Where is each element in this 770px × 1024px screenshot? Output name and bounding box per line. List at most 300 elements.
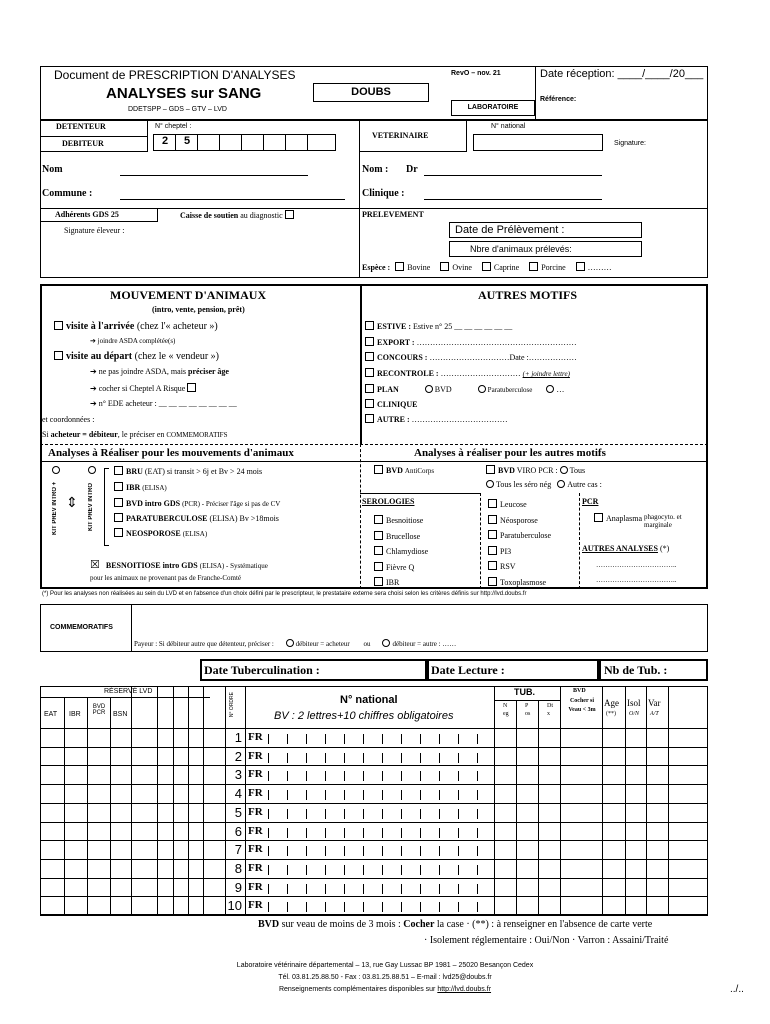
depart-note-2-text: cocher si Cheptel A Risque — [98, 384, 186, 393]
sero-ibr[interactable] — [374, 575, 428, 591]
bvd-checkbox[interactable] — [114, 498, 123, 507]
coordonnees[interactable]: et coordonnées : — [42, 415, 95, 424]
digit-separator — [363, 790, 364, 800]
bru-label: BRU — [126, 467, 143, 476]
acheteur-a: Si — [42, 430, 49, 439]
bru-checkbox[interactable] — [114, 466, 123, 475]
clinique-label: CLINIQUE — [377, 400, 418, 409]
reserve-lvd: RÉSERVÉ LVD — [104, 688, 153, 695]
digit-separator — [420, 828, 421, 838]
plan-bvd-radio[interactable] — [425, 385, 433, 393]
recontrole-note: (+ joindre lettre) — [522, 370, 570, 378]
doc-orgs: DDETSPP – GDS – GTV – LVD — [128, 106, 227, 113]
col-tub: TUB. — [514, 687, 535, 697]
digit-separator — [458, 884, 459, 894]
table-row-divider — [40, 765, 708, 766]
row-fr-prefix: FR — [248, 861, 263, 874]
digit-separator — [287, 828, 288, 838]
plan-row[interactable] — [365, 384, 564, 394]
sero-leucose-checkbox[interactable] — [488, 499, 497, 508]
col-neg: Neg — [503, 703, 509, 717]
row-number: 8 — [234, 860, 242, 876]
sero-pi3-checkbox[interactable] — [488, 546, 497, 555]
digit-separator — [306, 734, 307, 744]
sero-rsv-checkbox[interactable] — [488, 561, 497, 570]
bvd-ac-checkbox[interactable] — [374, 465, 383, 474]
pcr-anaplasma-label: Anaplasma — [606, 514, 642, 523]
viro-seroneg: Tous les séro nég — [496, 480, 552, 489]
estive-label: ESTIVE : — [377, 322, 412, 331]
digit-separator — [382, 846, 383, 856]
kit-bracket — [104, 468, 109, 546]
espece-caprine-checkbox[interactable] — [482, 262, 491, 271]
col-ordre: N° ORDRE — [229, 692, 235, 718]
bvd-viro[interactable] — [486, 465, 585, 475]
visite-depart-checkbox[interactable] — [54, 351, 63, 360]
digit-separator — [287, 902, 288, 912]
analyses-autres-title: Analyses à réaliser pour les autres motifs — [414, 447, 606, 459]
digit-separator — [420, 771, 421, 781]
digit-separator — [268, 734, 269, 744]
besnoitiose-label: BESNOITIOSE intro GDS — [105, 561, 198, 570]
clinique-checkbox[interactable] — [365, 399, 374, 408]
acheteur-c: , le préciser en — [117, 430, 165, 439]
kit-right-radio[interactable] — [88, 466, 96, 474]
veterinaire-label: VETERINAIRE — [372, 131, 429, 140]
sero-pi3-label: PI3 — [500, 546, 512, 556]
digit-separator — [268, 790, 269, 800]
payeur-autre-radio[interactable] — [382, 639, 390, 647]
visite-arrivee-checkbox[interactable] — [54, 321, 63, 330]
visite-arrivee-rest: (chez l'« acheteur ») — [136, 321, 218, 332]
digit-separator — [306, 865, 307, 875]
digit-separator — [306, 828, 307, 838]
estive-checkbox[interactable] — [365, 321, 374, 330]
veterinaire-clinique-label: Clinique : — [362, 188, 405, 199]
plan-checkbox[interactable] — [365, 384, 374, 393]
row-fr-prefix: FR — [248, 805, 263, 818]
depart-note-1a: ne pas joindre ASDA, mais — [98, 367, 187, 376]
concours-checkbox[interactable] — [365, 352, 374, 361]
espece-label: Espèce : — [362, 263, 391, 272]
digit-separator — [458, 828, 459, 838]
serologies-label: SEROLOGIES — [362, 497, 415, 506]
cheptel-prefix-2: 5 — [184, 135, 191, 147]
sero-ibr-label: IBR — [386, 578, 400, 587]
detenteur-commune-field[interactable] — [120, 199, 345, 200]
autre-row[interactable] — [365, 414, 508, 424]
digit-separator — [344, 884, 345, 894]
visite-arrivee[interactable] — [54, 321, 218, 332]
digit-separator — [458, 790, 459, 800]
analyse-besnoitiose[interactable] — [90, 558, 268, 571]
col-isol: Isol — [627, 698, 641, 708]
kit-left-radio[interactable] — [52, 466, 60, 474]
cheptel-risque-checkbox[interactable] — [187, 383, 196, 392]
digit-separator — [287, 884, 288, 894]
adherents-label: Adhérents GDS 25 — [55, 210, 119, 219]
digit-separator — [477, 790, 478, 800]
besnoitiose-note: pour les animaux ne provenant pas de Franche-Comté — [90, 574, 242, 582]
col-ibr: IBR — [69, 711, 81, 718]
digit-separator — [439, 771, 440, 781]
besnoitiose-checkbox[interactable]: ☒ — [90, 559, 100, 571]
row-fr-prefix: FR — [248, 843, 263, 856]
analyse-neosporose[interactable] — [114, 528, 207, 538]
digit-separator — [477, 734, 478, 744]
bvd-anticorps[interactable] — [374, 465, 434, 475]
bvd-label: BVD intro GDS — [126, 499, 181, 508]
sero-besnoitiose-label: Besnoitiose — [386, 516, 424, 525]
veterinaire-nom-field[interactable] — [424, 175, 602, 176]
autres-analyses-star: (*) — [659, 544, 670, 553]
digit-separator — [287, 809, 288, 819]
pcr-anaplasma[interactable] — [594, 513, 702, 529]
sero-ibr-checkbox[interactable] — [374, 577, 383, 586]
table-row-divider — [40, 878, 708, 879]
sero-fievreq-checkbox[interactable] — [374, 562, 383, 571]
digit-separator — [401, 846, 402, 856]
sero-col1 — [374, 513, 428, 591]
recontrole-rest: ………………………… — [440, 369, 521, 378]
plan-label: PLAN — [377, 385, 399, 394]
sero-brucellose[interactable] — [374, 529, 428, 545]
digit-separator — [382, 809, 383, 819]
digit-separator — [325, 809, 326, 819]
digit-separator — [382, 828, 383, 838]
digit-separator — [306, 790, 307, 800]
sero-besnoitiose-checkbox[interactable] — [374, 515, 383, 524]
espece-porcine-checkbox[interactable] — [529, 262, 538, 271]
digit-separator — [401, 771, 402, 781]
bvd-rest: (PCR) - Préciser l'âge si pas de CV — [182, 500, 281, 508]
viro-tous: Tous — [569, 466, 586, 475]
footer-link[interactable]: http://lvd.doubs.fr — [437, 986, 492, 993]
col-bsn: BSN — [113, 711, 128, 718]
plan-autre-radio[interactable] — [546, 385, 554, 393]
sero-neosporose-checkbox[interactable] — [488, 515, 497, 524]
digit-separator — [287, 846, 288, 856]
digit-separator — [325, 865, 326, 875]
digit-separator — [458, 809, 459, 819]
cheptel-prefix-1: 2 — [162, 135, 169, 147]
digit-separator — [477, 884, 478, 894]
viro-tous-radio[interactable] — [560, 466, 568, 474]
analyse-paratub[interactable] — [114, 513, 279, 523]
export-row[interactable] — [365, 337, 577, 347]
espece-porcine: Porcine — [541, 263, 566, 272]
sero-pi3[interactable] — [488, 544, 551, 560]
detenteur-nom-label: Nom — [42, 164, 63, 175]
sero-leucose[interactable] — [488, 497, 551, 513]
caisse-label: Caisse de soutien — [180, 211, 239, 220]
sero-neosporose[interactable] — [488, 513, 551, 529]
concours-row[interactable] — [365, 352, 577, 362]
sero-chlamydiose-checkbox[interactable] — [374, 546, 383, 555]
plan-autre: … — [556, 385, 565, 394]
pcr-anaplasma-small: phagocyto. et marginale — [644, 513, 682, 529]
digit-separator — [363, 828, 364, 838]
digit-separator — [477, 771, 478, 781]
footer-info: Renseignements complémentaires disponibles sur — [278, 986, 436, 993]
sero-rsv[interactable] — [488, 559, 551, 575]
row-fr-prefix: FR — [248, 749, 263, 762]
table-row-divider — [40, 784, 708, 785]
digit-separator — [344, 771, 345, 781]
sero-besnoitiose[interactable] — [374, 513, 428, 529]
sero-chlamydiose[interactable] — [374, 544, 428, 560]
payeur-acheteur-radio[interactable] — [286, 639, 294, 647]
autre-rest: ……………………………… — [411, 415, 508, 424]
ibr-label: IBR — [126, 483, 141, 492]
viro-seroneg-radio[interactable] — [486, 480, 494, 488]
payeur-acheteur: débiteur = acheteur — [295, 640, 350, 648]
national-title: N° national — [340, 694, 398, 706]
pcr-anaplasma-checkbox[interactable] — [594, 513, 603, 522]
row-fr-prefix: FR — [248, 880, 263, 893]
sero-paratub-label: Paratuberculose — [500, 531, 552, 540]
digit-separator — [268, 771, 269, 781]
estive-row[interactable] — [365, 321, 512, 331]
digit-separator — [344, 753, 345, 763]
recontrole-checkbox[interactable] — [365, 368, 374, 377]
espece-ovine: Ovine — [452, 263, 472, 272]
veterinaire-clinique-field[interactable] — [424, 199, 602, 200]
row-number: 5 — [234, 804, 242, 820]
digit-separator — [325, 884, 326, 894]
nb-tub-label: Nb de Tub. : — [604, 663, 668, 677]
ibr-checkbox[interactable] — [114, 482, 123, 491]
col-bvd-sub: Cocher si Veau < 3m — [568, 698, 596, 713]
digit-separator — [363, 846, 364, 856]
bru-rest: (EAT) si transit > 6j et Bv > 24 mois — [144, 467, 263, 476]
bvd-viro-label: BVD — [498, 466, 515, 475]
plan-paratub: Paratuberculose — [487, 386, 533, 394]
digit-separator — [401, 753, 402, 763]
digit-separator — [325, 902, 326, 912]
autre-checkbox[interactable] — [365, 414, 374, 423]
digit-separator — [268, 828, 269, 838]
sero-leucose-label: Leucose — [500, 500, 527, 509]
digit-separator — [287, 734, 288, 744]
cheptel-number-field[interactable] — [153, 134, 336, 151]
table-row-divider — [40, 896, 708, 897]
digit-separator — [382, 790, 383, 800]
digit-separator — [325, 828, 326, 838]
visite-depart-label: visite au départ — [66, 351, 133, 362]
sero-paratub-checkbox[interactable] — [488, 530, 497, 539]
ede-acheteur: n° EDE acheteur : __ __ __ __ __ __ __ __ — [98, 399, 237, 408]
department: DOUBS — [351, 86, 391, 98]
besnoitiose-rest: (ELISA) - Systématique — [199, 562, 268, 570]
espece-ovine-checkbox[interactable] — [440, 262, 449, 271]
row-number: 2 — [234, 748, 242, 764]
sero-fievreq-label: Fièvre Q — [386, 562, 415, 572]
espece-caprine: Caprine — [493, 263, 520, 272]
pcr-label: PCR — [582, 497, 599, 506]
row-fr-prefix: FR — [248, 787, 263, 800]
digit-separator — [420, 753, 421, 763]
payeur-label: Payeur : Si débiteur autre que détenteur, préciser : — [134, 640, 274, 648]
paratub-label: PARATUBERCULOSE — [126, 514, 208, 523]
date-tub-label: Date Tuberculination : — [204, 663, 320, 677]
export-checkbox[interactable] — [365, 337, 374, 346]
sero-paratub[interactable] — [488, 528, 551, 544]
digit-separator — [401, 902, 402, 912]
neosporose-rest: (ELISA) — [182, 530, 208, 538]
digit-separator — [439, 734, 440, 744]
date-reception[interactable]: Date réception: ____/____/20___ — [540, 68, 704, 80]
sero-rsv-label: RSV — [500, 562, 516, 571]
notes-rest: sur veau de moins de 3 mois : — [281, 919, 401, 930]
digit-separator — [363, 902, 364, 912]
nb-animaux-label: Nbre d'animaux prélevés: — [470, 244, 572, 254]
digit-separator — [382, 771, 383, 781]
neosporose-label: NEOSPOROSE — [126, 529, 181, 538]
detenteur-nom-field[interactable] — [120, 175, 308, 176]
sero-chlamydiose-label: Chlamydiose — [386, 547, 429, 556]
notes-line2: · Isolement réglementaire : Oui/Non · Varron : Assaini/Traité — [424, 935, 669, 946]
analyse-bvd[interactable] — [114, 498, 280, 508]
notes-bvd: BVD — [258, 919, 280, 930]
debiteur-label: DEBITEUR — [62, 139, 104, 148]
table-row-divider — [40, 859, 708, 860]
digit-separator — [325, 753, 326, 763]
bvd-viro-opts[interactable] — [486, 480, 602, 489]
viro-autre: Autre cas : — [567, 480, 602, 489]
revision: RevO – nov. 21 — [451, 70, 501, 77]
export-rest: …………………………………………………… — [416, 338, 577, 347]
analyse-ibr[interactable] — [114, 482, 167, 492]
estive-rest: Estive n° 25 __ __ __ __ __ __ — [413, 322, 513, 331]
digit-separator — [458, 846, 459, 856]
payeur-ou: ou — [363, 640, 371, 648]
digit-separator — [420, 902, 421, 912]
notes-rest2: la case · (**) : à renseigner en l'absence de carte verte — [436, 919, 653, 930]
bvd-viro-rest: VIRO PCR : — [516, 466, 558, 475]
digit-separator — [344, 734, 345, 744]
cheptel-label: N° cheptel : — [155, 123, 192, 130]
autres-analyses-line1[interactable]: …………………………….. — [596, 561, 677, 569]
digit-separator — [420, 884, 421, 894]
espece-bovine-checkbox[interactable] — [395, 262, 404, 271]
detenteur-label: DETENTEUR — [56, 122, 106, 131]
digit-separator — [306, 753, 307, 763]
digit-separator — [439, 753, 440, 763]
laboratory: LABORATOIRE — [467, 104, 519, 111]
sero-col2 — [488, 497, 551, 590]
autre-label: AUTRE : — [377, 415, 410, 424]
clinique-row[interactable] — [365, 399, 417, 409]
analyses-mouvement-title: Analyses à Réaliser pour les mouvements d'animaux — [48, 447, 294, 459]
paratub-rest: (ELISA) Bv >18mois — [209, 514, 279, 523]
row-number: 9 — [234, 879, 242, 895]
sero-toxo-checkbox[interactable] — [488, 577, 497, 586]
digit-separator — [287, 753, 288, 763]
table-row-divider — [40, 840, 708, 841]
veterinaire-national-field[interactable] — [473, 134, 603, 151]
analyse-bru[interactable] — [114, 466, 262, 476]
digit-separator — [477, 828, 478, 838]
digit-separator — [420, 865, 421, 875]
plan-paratub-radio[interactable] — [478, 385, 486, 393]
date-prelevement-field[interactable] — [449, 222, 642, 238]
row-number: 1 — [234, 730, 242, 745]
espece-autre-checkbox[interactable] — [576, 262, 585, 271]
paratub-checkbox[interactable] — [114, 513, 123, 522]
caisse-soutien[interactable] — [180, 210, 297, 220]
plan-bvd: BVD — [434, 385, 452, 394]
recontrole-row[interactable] — [365, 368, 570, 378]
autres-analyses-line2[interactable]: …………………………….. — [596, 576, 677, 584]
date-lecture-label: Date Lecture : — [431, 663, 505, 677]
digit-separator — [401, 734, 402, 744]
sero-brucellose-label: Brucellose — [386, 531, 421, 541]
digit-separator — [268, 809, 269, 819]
digit-separator — [268, 753, 269, 763]
sero-toxoplasmose[interactable] — [488, 575, 551, 591]
digit-separator — [401, 809, 402, 819]
digit-separator — [458, 865, 459, 875]
nb-animaux-field[interactable] — [449, 241, 642, 257]
depart-note-3[interactable]: ➔ n° EDE acheteur : __ __ __ __ __ __ __ __ — [90, 399, 237, 408]
digit-separator — [268, 865, 269, 875]
recontrole-label: RECONTROLE : — [377, 369, 439, 378]
digit-separator — [344, 902, 345, 912]
digit-separator — [420, 734, 421, 744]
sero-brucellose-checkbox[interactable] — [374, 531, 383, 540]
mouvement-title: MOUVEMENT D'ANIMAUX — [110, 288, 267, 302]
digit-separator — [344, 865, 345, 875]
row-fr-prefix: FR — [248, 768, 263, 781]
col-isol-sub: O/N — [629, 711, 640, 717]
arrivee-note: ➔ joindre ASDA complétée(s) — [90, 337, 176, 345]
digit-separator — [268, 884, 269, 894]
digit-separator — [325, 790, 326, 800]
digit-separator — [401, 790, 402, 800]
bvd-viro-checkbox[interactable] — [486, 465, 495, 474]
table-row-divider — [40, 747, 708, 748]
detenteur-commune-label: Commune : — [42, 188, 93, 199]
neosporose-checkbox[interactable] — [114, 528, 123, 537]
digit-separator — [382, 884, 383, 894]
digit-separator — [439, 809, 440, 819]
caisse-checkbox[interactable] — [285, 210, 294, 219]
digit-separator — [287, 771, 288, 781]
digit-separator — [325, 846, 326, 856]
depart-note-1: ➔ ne pas joindre ASDA, mais préciser âge — [90, 367, 229, 376]
veterinaire-national-label: N° national — [491, 123, 526, 130]
reference-label[interactable]: Référence: — [540, 96, 577, 103]
viro-autre-radio[interactable] — [557, 480, 565, 488]
digit-separator — [344, 790, 345, 800]
table-row-divider — [40, 915, 708, 916]
col-dtx: Dtx — [547, 703, 553, 717]
visite-depart[interactable] — [54, 351, 219, 362]
sero-fievreq[interactable] — [374, 560, 428, 576]
espece-row — [362, 262, 612, 272]
export-label: EXPORT : — [377, 338, 415, 347]
depart-note-2: ➔ cocher si Cheptel A Risque — [90, 383, 199, 393]
payeur-autre[interactable]: débiteur = autre : …… — [392, 640, 457, 648]
department-box — [313, 83, 429, 102]
kit-right-label: KIT PREV INTRO — [88, 482, 94, 531]
veterinaire-dr-label: Dr — [406, 164, 418, 175]
digit-separator — [439, 790, 440, 800]
date-prelevement-label: Date de Prélèvement : — [455, 224, 565, 236]
col-var-sub: A/T — [650, 711, 659, 717]
acheteur-b: acheteur = débiteur — [50, 430, 118, 439]
